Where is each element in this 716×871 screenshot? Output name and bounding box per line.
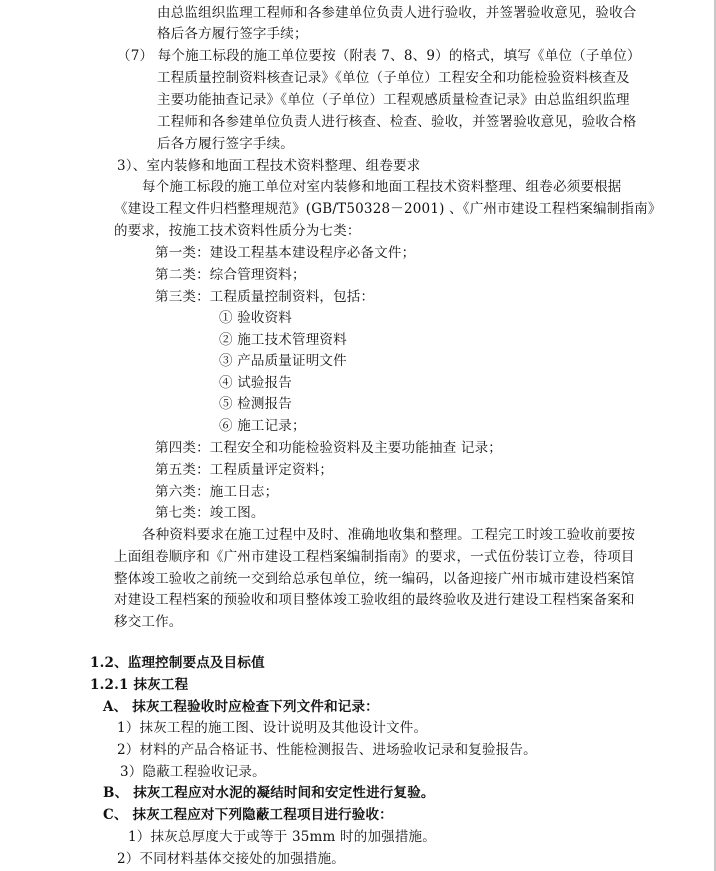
category-item: 第六类：施工日志； xyxy=(155,484,279,500)
sub-item: 1）抹灰工程的施工图、设计说明及其他设计文件。 xyxy=(117,720,428,736)
sub-list-item: ⑤ 检测报告 xyxy=(219,396,292,412)
heading-1-2: 1.2、监理控制要点及目标值 xyxy=(90,655,265,671)
category-item: 第四类：工程安全和功能检验资料及主要功能抽查 记录； xyxy=(155,440,502,456)
category-item: 第三类：工程质量控制资料，包括： xyxy=(155,289,375,305)
category-item: 第二类：综合管理资料； xyxy=(155,267,306,283)
paragraph-start: 各种资料要求在施工过程中及时、准确地收集和整理。工程完工时竣工验收前要按 xyxy=(142,527,636,543)
item-a: A、 抹灰工程验收时应检查下列文件和记录： xyxy=(103,699,379,715)
sub-list-item: ③ 产品质量证明文件 xyxy=(219,353,347,369)
sub-list-item: ⑥ 施工记录； xyxy=(219,418,306,434)
section-heading-3: 3）、室内装修和地面工程技术资料整理、组卷要求 xyxy=(117,158,421,174)
text-line: 上面组卷顺序和《广州市建设工程档案编制指南》的要求，一式伍份装订立卷，待项目 xyxy=(114,549,635,565)
text-line: 后各方履行签字手续。 xyxy=(157,136,294,152)
category-item: 第五类：工程质量评定资料； xyxy=(155,462,334,478)
category-item: 第一类：建设工程基本建设程序必备文件； xyxy=(155,245,416,261)
heading-1-2-1: 1.2.1 抹灰工程 xyxy=(90,677,189,693)
category-item: 第七类：竣工图。 xyxy=(155,505,265,521)
text-line: 由总监组织监理工程师和各参建单位负责人进行验收，并签署验收意见，验收合 xyxy=(157,5,637,21)
item-b: B、 抹灰工程应对水泥的凝结时间和安定性进行复验。 xyxy=(103,785,435,801)
text-line: 主要功能抽查记录》《单位（子单位）工程观感质量检查记录》由总监组织监理 xyxy=(157,92,630,108)
text-line: 工程师和各参建单位负责人进行核查、检查、验收，并签署验收意见，验收合格 xyxy=(157,114,637,130)
text-line: 的要求，按施工技术资料性质分为七类： xyxy=(114,223,361,239)
text-line: 对建设工程档案的预验收和项目整体竣工验收组的最终验收及进行建设工程档案备案和 xyxy=(114,592,635,608)
text-line: 《建设工程文件归档整理规范》(GB/T50328－2001) 、《广州市建设工程档案编制指南》 xyxy=(114,201,662,217)
paragraph-start: 每个施工标段的施工单位对室内装修和地面工程技术资料整理、组卷必须要根据 xyxy=(142,179,622,195)
sub-list-item: ① 验收资料 xyxy=(219,310,292,326)
text-line: 整体竣工验收之前统一交到给总承包单位，统一编码，以备迎接广州市城市建设档案馆 xyxy=(114,571,635,587)
text-line: 格后各方履行签字手续； xyxy=(157,26,308,42)
sub-item: 1）抹灰总厚度大于或等于 35mm 时的加强措施。 xyxy=(128,829,436,845)
text-line: 移交工作。 xyxy=(114,614,183,630)
sub-item: 2）材料的产品合格证书、性能检测报告、进场验收记录和复验报告。 xyxy=(117,742,537,758)
list-item-7: （7） 每个施工标段的施工单位要按（附表 7、8、9）的格式，填写《单位（子单位） xyxy=(117,48,641,64)
item-c: C、 抹灰工程应对下列隐蔽工程项目进行验收： xyxy=(103,807,393,823)
sub-item: 2）不同材料基体交接处的加强措施。 xyxy=(117,851,345,867)
sub-list-item: ④ 试验报告 xyxy=(219,375,292,391)
sub-list-item: ② 施工技术管理资料 xyxy=(219,332,347,348)
text-line: 工程质量控制资料核查记录》《单位（子单位）工程安全和功能检验资料核查及 xyxy=(157,70,630,86)
sub-item: 3）隐蔽工程验收记录。 xyxy=(120,764,266,780)
